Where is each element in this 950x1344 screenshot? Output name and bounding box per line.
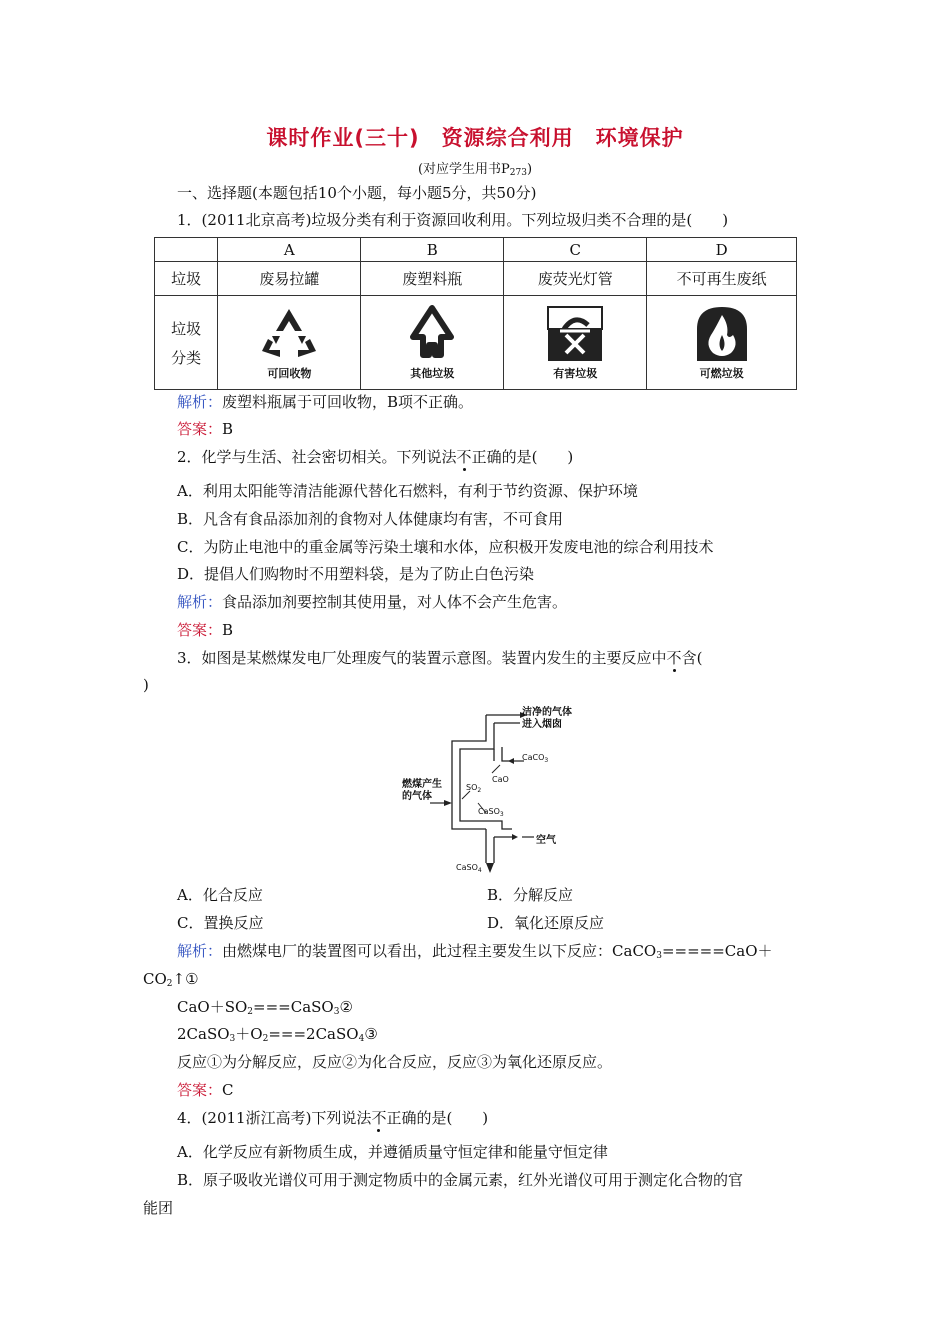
q4-stem: 4．(2011浙江高考)下列说法不正确的是( ): [177, 1109, 489, 1127]
q4-option-a: A．化学反应有新物质生成，并遵循质量守恒定律和能量守恒定律: [177, 1143, 608, 1161]
q3-eq2: $CaO+SO_2===CaSO_3②$: [177, 998, 353, 1017]
q2-stem: 2．化学与生活、社会密切相关。下列说法不正确的是( ): [177, 448, 574, 466]
q3-answer: 答案：C: [177, 1081, 234, 1099]
q3-eq1: $CO_2↑①$: [143, 970, 199, 989]
q1-table: A B C D 垃圾 废易拉罐 废塑料瓶 废荧光灯管 不可再生废纸 垃圾 分类 可回收物 其他垃圾 有害垃圾 可燃垃圾: [154, 237, 797, 390]
q3-eq3: $2CaSO_3+O_2===2CaSO_4③$: [177, 1025, 378, 1044]
q3-analysis: 解析：由燃煤电厂的装置图可以看出，此过程主要发生以下反应：CaCO$_3$=====CaO＋: [177, 942, 773, 961]
q1-stem: 1．(2011北京高考)垃圾分类有利于资源回收利用。下列垃圾归类不合理的是( ): [177, 211, 729, 229]
other-waste-icon: 其他垃圾: [361, 300, 503, 386]
page-subtitle: (对应学生用书$P_{273}$): [417, 162, 533, 178]
recyclable-icon: 可回收物: [218, 300, 360, 386]
section-heading: 一、选择题(本题包括10个小题，每小题5分，共50分): [177, 184, 537, 202]
q2-option-a: A．利用太阳能等清洁能源代替化石燃料，有利于节约资源、保护环境: [177, 482, 638, 500]
q2-option-c: C．为防止电池中的重金属等污染土壤和水体，应积极开发废电池的综合利用技术: [177, 538, 714, 556]
q1-answer: 答案：B: [177, 420, 234, 438]
q2-option-b: B．凡含有食品添加剂的食物对人体健康均有害，不可食用: [177, 510, 564, 528]
q4-option-b-cont: 能团: [143, 1199, 174, 1217]
q3-stem-cont: ): [143, 676, 149, 694]
q3-option-a: A．化合反应: [177, 886, 263, 904]
q3-conclusion: 反应①为分解反应，反应②为化合反应，反应③为氧化还原反应。: [177, 1053, 613, 1071]
q2-analysis: 解析：食品添加剂要控制其使用量，对人体不会产生危害。: [177, 593, 568, 611]
q1-analysis: 解析：废塑料瓶属于可回收物，B项不正确。: [177, 393, 474, 411]
page-title: 课时作业(三十) 资源综合利用 环境保护: [266, 126, 684, 150]
q2-answer: 答案：B: [177, 621, 234, 639]
q3-stem: 3．如图是某燃煤发电厂处理废气的装置示意图。装置内发生的主要反应中不含(: [177, 649, 703, 667]
q4-option-b: B．原子吸收光谱仪可用于测定物质中的金属元素，红外光谱仪可用于测定化合物的官: [177, 1171, 744, 1189]
q3-option-c: C．置换反应: [177, 914, 264, 932]
combustible-icon: 可燃垃圾: [647, 300, 796, 386]
q2-option-d: D．提倡人们购物时不用塑料袋，是为了防止白色污染: [177, 565, 535, 583]
q3-option-b: B．分解反应: [487, 886, 574, 904]
hazardous-icon: 有害垃圾: [504, 300, 646, 386]
q3-option-d: D．氧化还原反应: [487, 914, 605, 932]
flue-gas-diagram: 洁净的气体 进入烟囱 CaCO$_3$ CaO 燃煤产生 的气体 $SO_2$ CaSO$_3$ 空气 CaSO$_4$: [402, 707, 572, 874]
